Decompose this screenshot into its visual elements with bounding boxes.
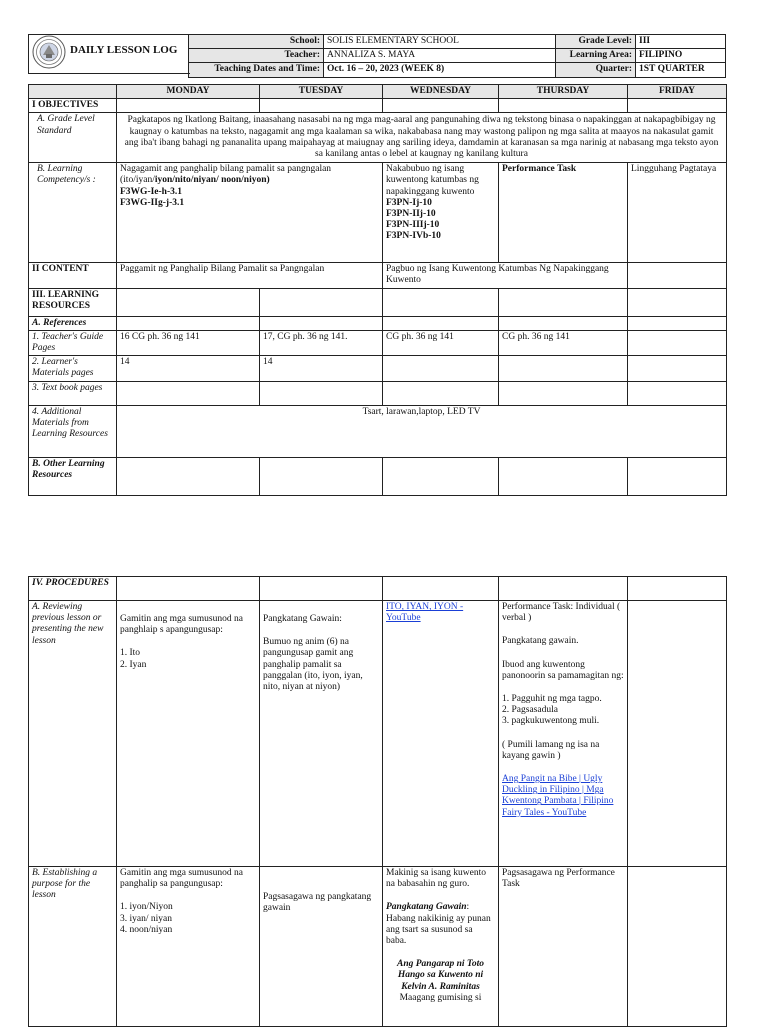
competency-monday (117, 163, 383, 263)
reviewing-monday (117, 601, 260, 867)
competency-code: F3PN-IVb-10 (386, 231, 441, 242)
story-title: Ang Pangarap ni Toto Hango sa Kuwento ni Kelvin A. Raminitas (396, 959, 485, 992)
list-item: 2. Iyan (120, 659, 147, 670)
dates-label: Teaching Dates and Time: (189, 63, 324, 77)
day-wednesday: WEDNESDAY (383, 85, 499, 99)
competency-code: F3WG-IIg-j-3.1 (120, 197, 185, 208)
learners-materials-label: 2. Learner's Materials pages (29, 356, 117, 381)
list-item: 1. iyon/Niyon (120, 902, 173, 913)
learning-competency-label: B. Learning Competency/s : (29, 163, 117, 263)
grade-label: Grade Level: (556, 35, 636, 49)
purpose-wednesday (383, 867, 499, 1027)
purpose-wednesday-text: Makinig sa isang kuwento na babasahin ng guro. (386, 868, 487, 890)
day-tuesday: TUESDAY (260, 85, 383, 99)
purpose-wednesday-gawain (386, 902, 495, 947)
day-monday: MONDAY (117, 85, 260, 99)
competency-code: F3PN-IIIj-10 (386, 220, 440, 231)
list-item: 1. Pagguhit ng mga tagpo. (502, 694, 602, 705)
group-activity-text: Pangkatang gawain. (502, 636, 579, 647)
list-item: 3. pagkukuwentong muli. (502, 716, 600, 727)
objectives-label: I OBJECTIVES (29, 99, 117, 113)
additional-materials-label: 4. Additional Materials from Learning Resources (29, 405, 117, 457)
grade-value: III (636, 35, 726, 49)
learners-materials-tuesday: 14 (260, 356, 383, 381)
teachers-guide-friday (628, 330, 727, 355)
teachers-guide-label: 1. Teacher's Guide Pages (29, 330, 117, 355)
purpose-tuesday (260, 867, 383, 1027)
choose-one-note: ( Pumili lamang ng isa na kayang gawin ) (502, 739, 600, 761)
teachers-guide-tuesday: 17, CG ph. 36 ng 141. (260, 330, 383, 355)
procedures-label: IV. PROCEDURES (29, 577, 117, 601)
school-value: SOLIS ELEMENTARY SCHOOL (324, 35, 556, 49)
reviewing-tuesday (260, 601, 383, 867)
grade-level-standard-label: A. Grade Level Standard (29, 113, 117, 163)
content-wednesday: Pagbuo ng Isang Kuwentong Katumbas Ng Napakinggang Kuwento (383, 263, 628, 288)
teacher-value: ANNALIZA S. MAYA (324, 49, 556, 63)
youtube-link-ito-iyan-iyon[interactable]: ITO, IYAN, IYON - YouTube (386, 602, 464, 624)
dates-value: Oct. 16 – 20, 2023 (WEEK 8) (324, 63, 556, 77)
list-item: 1. Ito (120, 648, 141, 659)
list-item: 3. iyan/ niyan (120, 913, 172, 924)
list-item: 4. noon/niyan (120, 924, 173, 935)
purpose-tuesday-text: Pagsasagawa ng pangkatang gawain (263, 892, 372, 914)
textbook-pages-label: 3. Text book pages (29, 381, 117, 405)
competency-code: F3WG-Ie-h-3.1 (120, 186, 183, 197)
list-item: 2. Pagsasadula (502, 705, 558, 716)
competency-wednesday (383, 163, 499, 263)
header-info-table (188, 34, 726, 78)
competency-wednesday-text: Nakabubuo ng isang kuwentong katumbas ng napakinggang kuwento (386, 164, 479, 197)
teacher-label: Teacher: (189, 49, 324, 63)
competency-monday-text: Nagagamit ang panghalip bilang pamalit sa pangngalan (ito/iyan/ (120, 164, 332, 186)
references-label: A. References (29, 316, 117, 330)
area-value: FILIPINO (636, 49, 726, 63)
story-start: Maagang gumising si (399, 992, 482, 1003)
competency-code: F3PN-IIj-10 (386, 209, 436, 220)
competency-thursday: Performance Task (499, 163, 628, 263)
content-label: II CONTENT (29, 263, 117, 288)
reviewing-monday-intro: Gamitin ang mga sumusunod na panghlaip s apangungusap: (120, 614, 243, 636)
establishing-purpose-label: B. Establishing a purpose for the lesson (29, 867, 117, 1027)
teachers-guide-wednesday: CG ph. 36 ng 141 (383, 330, 499, 355)
area-label: Learning Area: (556, 49, 636, 63)
learners-materials-wednesday (383, 356, 499, 381)
quarter-label: Quarter: (556, 63, 636, 77)
gawain-label: Pangkatang Gawain (386, 902, 467, 913)
document-title: DAILY LESSON LOG (70, 44, 178, 56)
gawain-text: : Habang nakikinig ay punan ang tsart sa susunod sa baba. (386, 902, 491, 947)
reviewing-tuesday-text: Bumuo ng anim (6) na pangungusap gamit ang panghalip pamalit sa panggalan (ito, iyon, iyan, nito, niyan at niyon) (263, 637, 363, 693)
competency-code: F3PN-Ij-10 (386, 197, 432, 208)
school-label: School: (189, 35, 324, 49)
reviewing-tuesday-title: Pangkatang Gawain: (263, 614, 342, 624)
corner-cell (29, 85, 117, 99)
additional-materials-value: Tsart, larawan,laptop, LED TV (117, 405, 727, 457)
competency-friday: Lingguhang Pagtataya (628, 163, 727, 263)
purpose-monday (117, 867, 260, 1027)
lesson-table-part1 (28, 84, 727, 496)
learners-materials-thursday (499, 356, 628, 381)
content-monday: Paggamit ng Panghalip Bilang Pamalit sa Pangngalan (117, 263, 383, 288)
purpose-monday-intro: Gamitin ang mga sumusunod na panghalip sa pangungusap: (120, 868, 243, 890)
competency-monday-bold: iyon/nito/niyan/ noon/niyon) (154, 175, 270, 186)
quarter-value: 1ST QUARTER (636, 63, 726, 77)
day-thursday: THURSDAY (499, 85, 628, 99)
summary-intro-text: Ibuod ang kuwentong panonoorin sa pamamagitan ng: (502, 659, 624, 681)
lesson-table-part2 (28, 576, 727, 1027)
grade-level-standard-text: Pagkatapos ng Ikatlong Baitang, inaasahang nasasabi na ng mga mag-aaral ang pangunahing diwa ng tekstong binasa o napakinggan at nakapagbibigay ng kaugnay o katumbas na teksto, nagagamit ang mga kaalaman sa wika, nakababasa nang may wastong palipon ng mga salita at maayos na nakasulat gamit ang iba't ibang bahagi ng pananalita upang maipahayag at maiugnay ang sariling ideya, damdamin at karanasan sa mga narinig at nabasang mga teksto ayon sa kanilang antas o lebel at kaugnay ng kanilang kultura (117, 113, 727, 163)
youtube-link-ugly-duckling[interactable]: Ang Pangit na Bibe | Ugly Duckling in Filipino | Mga Kwentong Pambata | Filipino Fairy Tales - YouTube (502, 774, 614, 818)
header-frame (28, 34, 190, 74)
reviewing-lesson-label: A. Reviewing previous lesson or presenting the new lesson (29, 601, 117, 867)
performance-task-text: Performance Task: Individual ( verbal ) (502, 602, 621, 624)
teachers-guide-monday: 16 CG ph. 36 ng 141 (117, 330, 260, 355)
day-friday: FRIDAY (628, 85, 727, 99)
learners-materials-friday (628, 356, 727, 381)
learning-resources-label: III. LEARNING RESOURCES (29, 288, 117, 316)
reviewing-wednesday (383, 601, 499, 867)
teachers-guide-thursday: CG ph. 36 ng 141 (499, 330, 628, 355)
reviewing-thursday (499, 601, 628, 867)
learners-materials-monday: 14 (117, 356, 260, 381)
other-resources-label: B. Other Learning Resources (29, 457, 117, 495)
purpose-thursday: Pagsasagawa ng Performance Task (499, 867, 628, 1027)
